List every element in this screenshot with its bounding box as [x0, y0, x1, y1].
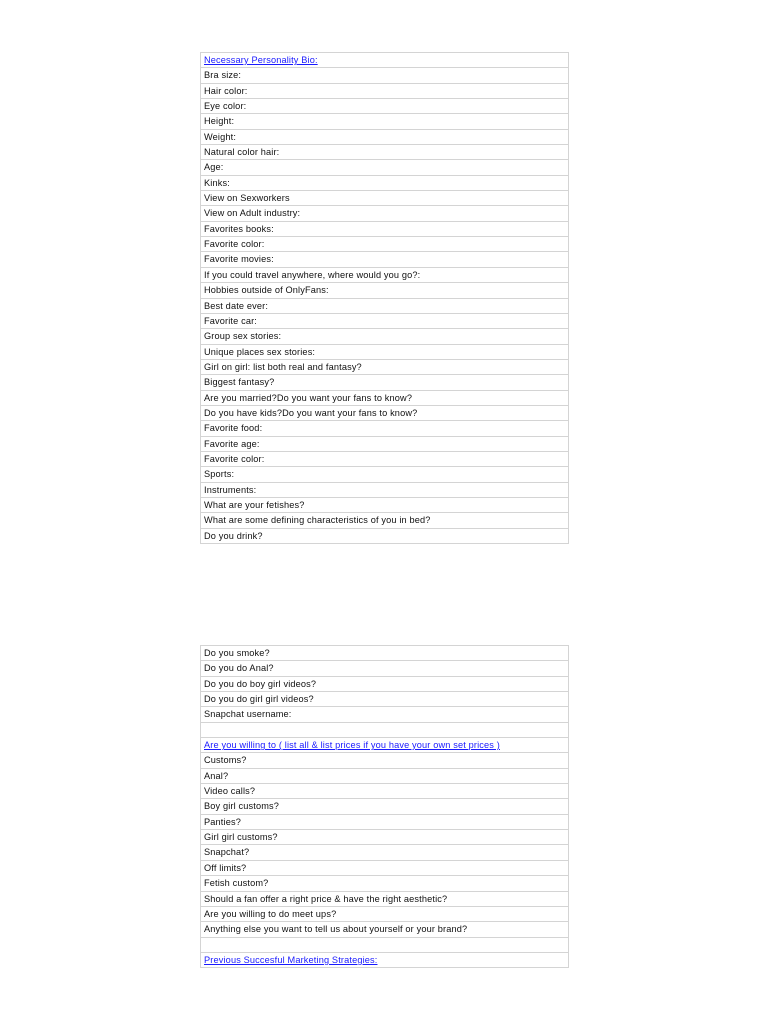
table-row: View on Sexworkers: [201, 191, 568, 206]
section-heading-link[interactable]: Previous Succesful Marketing Strategies:: [201, 953, 568, 968]
table-row: View on Adult industry:: [201, 206, 568, 221]
table-row: Biggest fantasy?: [201, 375, 568, 390]
table-row: [201, 938, 568, 953]
table-row: If you could travel anywhere, where would you go?:: [201, 268, 568, 283]
section-heading-link[interactable]: Necessary Personality Bio:: [201, 53, 568, 68]
table-row: Snapchat?: [201, 845, 568, 860]
table-row: Boy girl customs?: [201, 799, 568, 814]
table-row: Age:: [201, 160, 568, 175]
personality-bio-table: [200, 52, 569, 544]
table-row: Unique places sex stories:: [201, 345, 568, 360]
table-row: Are you willing to do meet ups?: [201, 907, 568, 922]
table-row: Sports:: [201, 467, 568, 482]
table-row: Do you drink?: [201, 529, 568, 544]
table-row: Hobbies outside of OnlyFans:: [201, 283, 568, 298]
table-row: [201, 723, 568, 738]
services-table: [200, 645, 569, 968]
table-row: Do you do girl girl videos?: [201, 692, 568, 707]
table-row: What are your fetishes?: [201, 498, 568, 513]
table-row: Favorites books:: [201, 222, 568, 237]
table-row: Snapchat username:: [201, 707, 568, 722]
table-row: Do you smoke?: [201, 646, 568, 661]
table-row: Off limits?: [201, 861, 568, 876]
table-row: Weight:: [201, 130, 568, 145]
table-row: Favorite age:: [201, 437, 568, 452]
table-row: Are you married?Do you want your fans to know?: [201, 391, 568, 406]
section-heading-link[interactable]: Are you willing to ( list all & list prices if you have your own set prices ): [201, 738, 568, 753]
table-row: Hair color:: [201, 84, 568, 99]
table-row: Favorite color:: [201, 452, 568, 467]
table-row: Panties?: [201, 815, 568, 830]
table-row: Anything else you want to tell us about yourself or your brand?: [201, 922, 568, 937]
table-row: Favorite movies:: [201, 252, 568, 267]
table-row: Group sex stories:: [201, 329, 568, 344]
table-row: Do you do Anal?: [201, 661, 568, 676]
table-row: Kinks:: [201, 176, 568, 191]
table-row: Favorite color:: [201, 237, 568, 252]
table-row: Anal?: [201, 769, 568, 784]
table-row: Do you do boy girl videos?: [201, 677, 568, 692]
table-row: Fetish custom?: [201, 876, 568, 891]
table-row: Natural color hair:: [201, 145, 568, 160]
table-row: Height:: [201, 114, 568, 129]
table-row: Bra size:: [201, 68, 568, 83]
table-row: What are some defining characteristics of you in bed?: [201, 513, 568, 528]
table-row: Customs?: [201, 753, 568, 768]
table-row: Video calls?: [201, 784, 568, 799]
table-row: Best date ever:: [201, 299, 568, 314]
table-row: Favorite food:: [201, 421, 568, 436]
table-row: Girl girl customs?: [201, 830, 568, 845]
table-row: Favorite car:: [201, 314, 568, 329]
table-row: Girl on girl: list both real and fantasy?: [201, 360, 568, 375]
table-row: Do you have kids?Do you want your fans to know?: [201, 406, 568, 421]
table-row: Eye color:: [201, 99, 568, 114]
table-row: Instruments:: [201, 483, 568, 498]
table-row: Should a fan offer a right price & have the right aesthetic?: [201, 892, 568, 907]
